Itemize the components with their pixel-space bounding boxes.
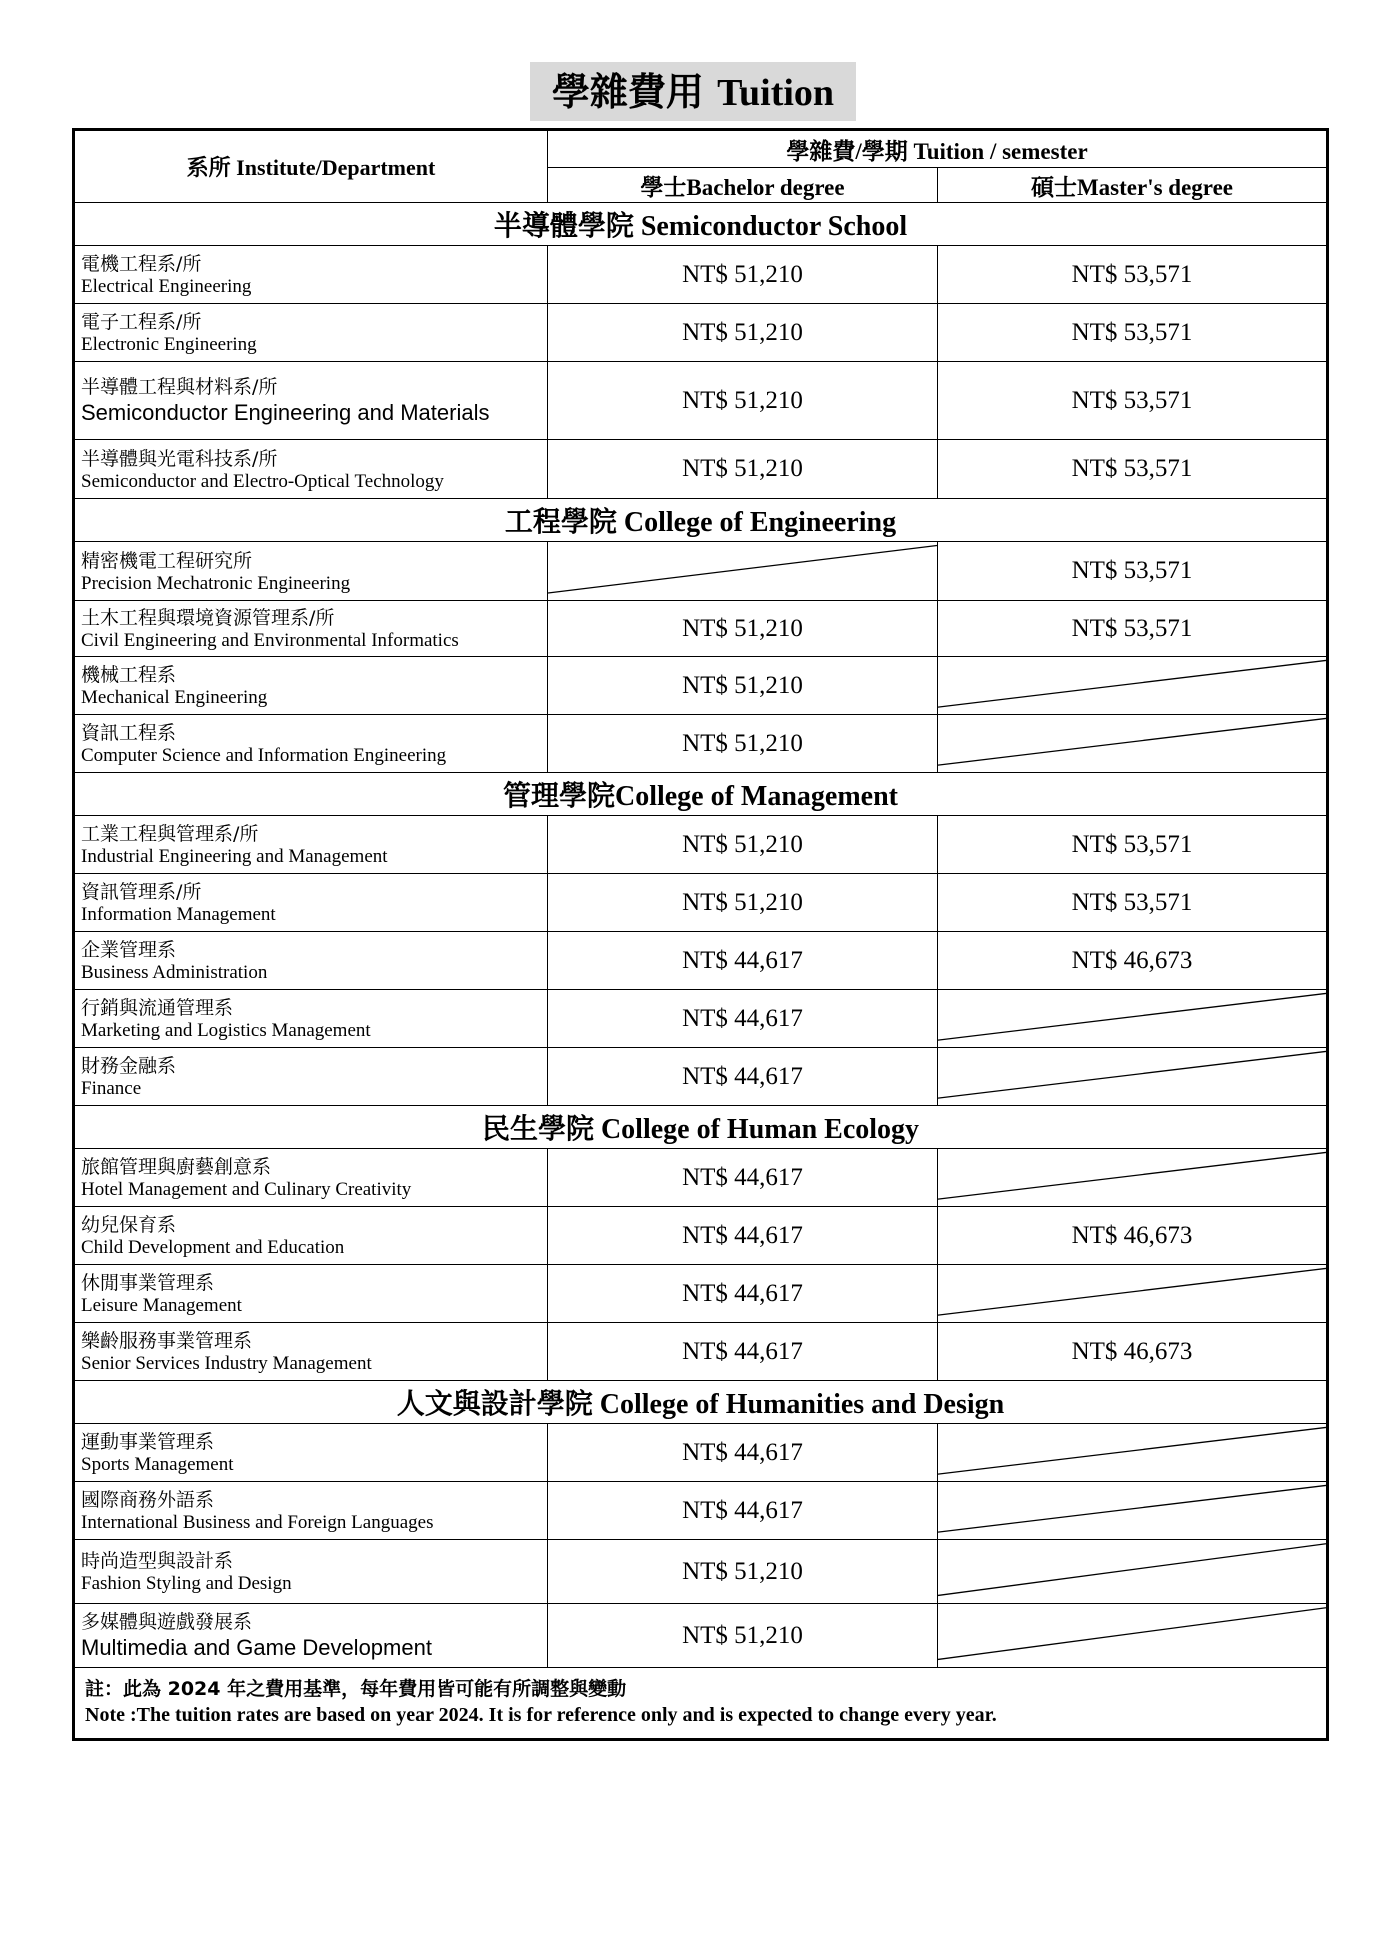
master-fee: NT$ 53,571 [938, 601, 1328, 657]
bachelor-fee: NT$ 44,617 [548, 1323, 938, 1381]
table-row [74, 1604, 1328, 1668]
department-name-zh: 工業工程與管理系/所 [81, 823, 259, 845]
master-fee-not-applicable [938, 1048, 1328, 1106]
table-row [74, 1149, 1328, 1207]
department-name-zh: 幼兒保育系 [81, 1214, 177, 1236]
department-name-zh: 精密機電工程研究所 [81, 549, 253, 572]
table-row [74, 1482, 1328, 1540]
table-row [74, 601, 1328, 657]
header-tuition: 學雜費/學期 Tuition / semester [548, 130, 1328, 168]
department-name-zh: 電子工程系/所 [81, 311, 202, 333]
department-name-en: Electrical Engineering [81, 276, 252, 297]
bachelor-fee-not-applicable [548, 542, 938, 601]
college-row [74, 1106, 1328, 1149]
bachelor-fee: NT$ 44,617 [548, 1265, 938, 1323]
bachelor-fee: NT$ 51,210 [548, 715, 938, 773]
department-cell [74, 1265, 548, 1323]
master-fee: NT$ 53,571 [938, 362, 1328, 440]
master-fee-not-applicable [938, 1424, 1328, 1482]
title-zh: 學雜費用 [551, 70, 704, 114]
not-applicable-slash [938, 1265, 1326, 1322]
table-row [74, 1540, 1328, 1604]
department-name-en: Hotel Management and Culinary Creativity [81, 1179, 412, 1200]
master-fee: NT$ 53,571 [938, 246, 1328, 304]
department-name-zh: 電機工程系/所 [81, 253, 202, 275]
bachelor-fee: NT$ 51,210 [548, 440, 938, 499]
master-fee: NT$ 53,571 [938, 542, 1328, 601]
bachelor-fee: NT$ 44,617 [548, 1149, 938, 1207]
department-name-en: Fashion Styling and Design [81, 1573, 292, 1594]
table-row [74, 816, 1328, 874]
department-cell [74, 362, 548, 440]
master-fee-not-applicable [938, 1482, 1328, 1540]
department-name-en: International Business and Foreign Languages [81, 1512, 434, 1533]
table-row [74, 362, 1328, 440]
page-title [530, 62, 856, 121]
department-name-en: Business Administration [81, 962, 268, 983]
department-cell [74, 1424, 548, 1482]
master-fee: NT$ 53,571 [938, 816, 1328, 874]
bachelor-fee: NT$ 51,210 [548, 246, 938, 304]
header-department: 系所 Institute/Department [74, 130, 548, 203]
master-fee: NT$ 46,673 [938, 1323, 1328, 1381]
bachelor-fee: NT$ 44,617 [548, 1048, 938, 1106]
department-cell [74, 715, 548, 773]
not-applicable-slash [938, 1048, 1326, 1105]
department-cell [74, 1323, 548, 1381]
not-applicable-slash [548, 542, 937, 600]
department-name-zh: 半導體工程與材料系/所 [81, 375, 278, 398]
table-row [74, 440, 1328, 499]
college-row [74, 773, 1328, 816]
department-name-zh: 財務金融系 [81, 1055, 177, 1077]
master-fee: NT$ 46,673 [938, 1207, 1328, 1265]
department-name-zh: 旅館管理與廚藝創意系 [81, 1156, 272, 1178]
college-row [74, 499, 1328, 542]
department-cell [74, 246, 548, 304]
master-fee: NT$ 53,571 [938, 304, 1328, 362]
tuition-table [72, 128, 1329, 1741]
department-cell [74, 657, 548, 715]
department-name-en: Leisure Management [81, 1295, 242, 1316]
department-cell [74, 1482, 548, 1540]
bachelor-fee: NT$ 44,617 [548, 990, 938, 1048]
header-master: 碩士Master's degree [938, 168, 1328, 203]
table-row [74, 304, 1328, 362]
master-fee-not-applicable [938, 1540, 1328, 1604]
header-row-top [74, 130, 1328, 168]
master-fee-not-applicable [938, 1604, 1328, 1668]
table-row [74, 657, 1328, 715]
department-cell [74, 542, 548, 601]
department-name-en: Electronic Engineering [81, 334, 257, 355]
header-bachelor: 學士Bachelor degree [548, 168, 938, 203]
master-fee-not-applicable [938, 715, 1328, 773]
not-applicable-slash [938, 657, 1326, 714]
department-cell [74, 304, 548, 362]
department-cell [74, 1207, 548, 1265]
department-name-en: Sports Management [81, 1454, 234, 1475]
bachelor-fee: NT$ 44,617 [548, 1424, 938, 1482]
department-name-en: Industrial Engineering and Management [81, 846, 388, 867]
bachelor-fee: NT$ 44,617 [548, 1482, 938, 1540]
bachelor-fee: NT$ 51,210 [548, 1604, 938, 1668]
master-fee: NT$ 53,571 [938, 874, 1328, 932]
not-applicable-slash [938, 1604, 1326, 1667]
department-cell [74, 990, 548, 1048]
college-name: 人文與設計學院 College of Humanities and Design [74, 1381, 1328, 1424]
department-name-zh: 樂齡服務事業管理系 [81, 1330, 253, 1352]
not-applicable-slash [938, 1149, 1326, 1206]
table-row [74, 715, 1328, 773]
college-name: 半導體學院 Semiconductor School [74, 203, 1328, 246]
department-cell [74, 874, 548, 932]
table-row [74, 874, 1328, 932]
department-name-en: Semiconductor and Electro-Optical Technology [81, 470, 444, 492]
department-name-zh: 機械工程系 [81, 664, 177, 686]
department-cell [74, 932, 548, 990]
department-name-zh: 企業管理系 [81, 939, 177, 961]
department-name-zh: 多媒體與遊戲發展系 [81, 1610, 253, 1633]
not-applicable-slash [938, 990, 1326, 1047]
master-fee-not-applicable [938, 1265, 1328, 1323]
table-row [74, 246, 1328, 304]
bachelor-fee: NT$ 51,210 [548, 304, 938, 362]
table-row [74, 1424, 1328, 1482]
table-row [74, 1207, 1328, 1265]
bachelor-fee: NT$ 51,210 [548, 362, 938, 440]
master-fee: NT$ 53,571 [938, 440, 1328, 499]
department-cell [74, 440, 548, 499]
department-name-zh: 休閒事業管理系 [81, 1272, 215, 1294]
college-name: 民生學院 College of Human Ecology [74, 1106, 1328, 1149]
department-name-zh: 資訊工程系 [81, 722, 177, 744]
department-cell [74, 601, 548, 657]
table-row [74, 1048, 1328, 1106]
department-cell [74, 1149, 548, 1207]
college-row [74, 1381, 1328, 1424]
master-fee: NT$ 46,673 [938, 932, 1328, 990]
college-row [74, 203, 1328, 246]
bachelor-fee: NT$ 51,210 [548, 1540, 938, 1604]
department-name-en: Mechanical Engineering [81, 687, 268, 708]
department-name-zh: 時尚造型與設計系 [81, 1550, 234, 1572]
department-name-zh: 土木工程與環境資源管理系/所 [81, 607, 335, 629]
not-applicable-slash [938, 1540, 1326, 1603]
not-applicable-slash [938, 715, 1326, 772]
college-name: 工程學院 College of Engineering [74, 499, 1328, 542]
department-name-zh: 國際商務外語系 [81, 1489, 215, 1511]
table-row [74, 932, 1328, 990]
table-row [74, 1265, 1328, 1323]
department-name-en: Civil Engineering and Environmental Informatics [81, 630, 459, 651]
table-row [74, 542, 1328, 601]
department-name-zh: 半導體與光電科技系/所 [81, 447, 278, 470]
note-cell [74, 1668, 1328, 1740]
note-row [74, 1668, 1328, 1740]
department-cell [74, 1540, 548, 1604]
master-fee-not-applicable [938, 990, 1328, 1048]
department-cell [74, 1048, 548, 1106]
not-applicable-slash [938, 1424, 1326, 1481]
department-name-en: Child Development and Education [81, 1237, 345, 1258]
table-row [74, 1323, 1328, 1381]
note-en: Note :The tuition rates are based on year 2024. It is for reference only and is expected to change every year. [85, 1704, 997, 1726]
department-name-en: Semiconductor Engineering and Materials [81, 399, 490, 425]
department-name-en: Precision Mechatronic Engineering [81, 572, 351, 594]
not-applicable-slash [938, 1482, 1326, 1539]
department-cell [74, 1604, 548, 1668]
bachelor-fee: NT$ 51,210 [548, 657, 938, 715]
department-name-zh: 運動事業管理系 [81, 1431, 215, 1453]
department-name-en: Senior Services Industry Management [81, 1353, 372, 1374]
department-name-en: Information Management [81, 904, 276, 925]
department-name-en: Multimedia and Game Development [81, 1634, 432, 1660]
department-cell [74, 816, 548, 874]
department-name-zh: 資訊管理系/所 [81, 881, 202, 903]
department-name-zh: 行銷與流通管理系 [81, 997, 234, 1019]
table-row [74, 990, 1328, 1048]
bachelor-fee: NT$ 44,617 [548, 1207, 938, 1265]
department-name-en: Finance [81, 1078, 142, 1099]
note-zh: 註：此為 2024 年之費用基準，每年費用皆可能有所調整與變動 [85, 1678, 627, 1700]
bachelor-fee: NT$ 44,617 [548, 932, 938, 990]
department-name-en: Computer Science and Information Engineering [81, 745, 447, 766]
department-name-en: Marketing and Logistics Management [81, 1020, 371, 1041]
college-name: 管理學院College of Management [74, 773, 1328, 816]
bachelor-fee: NT$ 51,210 [548, 816, 938, 874]
master-fee-not-applicable [938, 657, 1328, 715]
title-en: Tuition [717, 72, 835, 114]
master-fee-not-applicable [938, 1149, 1328, 1207]
bachelor-fee: NT$ 51,210 [548, 601, 938, 657]
bachelor-fee: NT$ 51,210 [548, 874, 938, 932]
